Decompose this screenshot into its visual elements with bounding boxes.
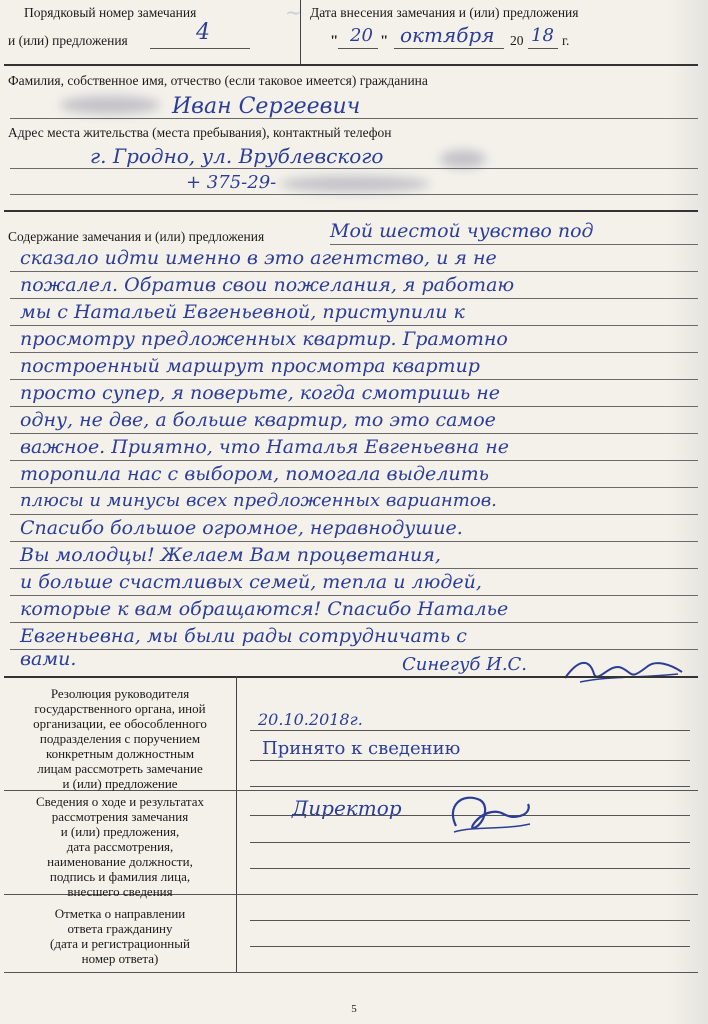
name-label: Фамилия, собственное имя, отчество (если таковое имеется) гражданина — [8, 73, 428, 88]
content-line: просто супер, я поверьте, когда смотришь не — [20, 382, 500, 404]
review-line-3 — [250, 868, 690, 869]
content-line: Евгеньевна, мы были рады сотрудничать с — [20, 625, 467, 647]
content-rule — [10, 406, 698, 407]
response-line-1 — [250, 920, 690, 921]
citizen-signature-name: Синегуб И.С. — [402, 654, 528, 675]
table-column-divider — [236, 676, 237, 972]
content-rule — [10, 325, 698, 326]
date-year-unit: г. — [562, 33, 570, 48]
page-bleed-shadow — [668, 0, 708, 1024]
content-line: пожалел. Обратив свои пожелания, я работаю — [20, 274, 515, 296]
date-year-prefix: 20 — [510, 33, 524, 48]
content-rule — [10, 433, 698, 434]
number-label-line2: и (или) предложения — [8, 33, 128, 48]
content-line: мы с Натальей Евгеньевной, приступили к — [20, 301, 465, 323]
director-signature-icon — [444, 786, 534, 842]
content-line: одну, не две, а больше квартир, то это самое — [20, 409, 496, 431]
content-line: важное. Приятно, что Наталья Евгеньевна не — [20, 436, 510, 458]
content-rule — [10, 568, 698, 569]
header-divider — [300, 0, 301, 64]
content-rule — [10, 460, 698, 461]
bleed-through-mark: ~ — [285, 0, 302, 24]
date-year-suffix: 18 — [531, 25, 554, 46]
content-top-border — [4, 210, 698, 212]
review-line-2 — [250, 842, 690, 843]
name-value: Иван Сергеевич — [172, 94, 361, 119]
redacted-surname — [60, 96, 160, 114]
content-line: которые к вам обращаются! Спасибо Наталье — [20, 598, 509, 620]
content-rule — [330, 244, 698, 245]
date-label: Дата внесения замечания и (или) предложения — [310, 5, 579, 20]
address-value: г. Гродно, ул. Врублевского — [90, 144, 384, 168]
content-rule — [10, 649, 698, 650]
content-rule — [10, 298, 698, 299]
content-label: Содержание замечания и (или) предложения — [8, 229, 265, 244]
content-line: просмотру предложенных квартир. Грамотно — [20, 328, 508, 350]
redacted-house-number — [440, 150, 486, 168]
resolution-text: Принято к сведению — [262, 738, 461, 759]
phone-value: + 375-29- — [186, 172, 277, 193]
page-number: 5 — [351, 1003, 357, 1015]
content-line: торопила нас с выбором, помогала выделить — [20, 463, 489, 485]
content-rule — [10, 379, 698, 380]
number-value: 4 — [196, 20, 210, 45]
resolution-line-1 — [250, 730, 690, 731]
content-rule — [10, 622, 698, 623]
content-rule — [10, 595, 698, 596]
review-text: Директор — [292, 796, 402, 820]
content-rule — [10, 541, 698, 542]
content-line: Мой шестой чувство под — [330, 220, 594, 242]
month-underline — [394, 48, 504, 49]
content-rule — [10, 271, 698, 272]
header-bottom-border — [4, 64, 698, 66]
redacted-phone-digits — [280, 176, 430, 192]
date-month: октября — [400, 23, 495, 47]
number-label-line1: Порядковый номер замечания — [24, 5, 197, 20]
content-rule — [10, 487, 698, 488]
date-quote-close: " — [380, 33, 389, 49]
address-line-2 — [10, 194, 698, 195]
date-day: 20 — [350, 25, 373, 46]
resolution-date: 20.10.2018г. — [258, 710, 363, 729]
day-underline — [338, 48, 378, 49]
resolution-label: Резолюция руководителя государственного органа, иной организации, ее обособленного подразделения с поручением конкретным должностным лицам рассмотреть замечание и (или) предложение — [33, 686, 207, 791]
resolution-line-2 — [250, 760, 690, 761]
content-line: вами. — [20, 648, 77, 670]
review-label: Сведения о ходе и результатах рассмотрения замечания и (или) предложения, дата рассмотрения, наименование должности, подпись и фамилия лица, внесшего сведения — [35, 794, 205, 899]
address-line-1 — [10, 168, 698, 169]
content-line: Спасибо большое огромное, неравнодушие. — [20, 517, 463, 539]
content-rule — [10, 352, 698, 353]
content-line: плюсы и минусы всех предложенных вариантов. — [20, 490, 497, 511]
date-quote-open: " — [330, 33, 339, 49]
content-line: и больше счастливых семей, тепла и людей, — [20, 571, 482, 593]
citizen-signature-icon — [560, 652, 690, 688]
table-top-border — [4, 676, 698, 678]
content-rule — [10, 514, 698, 515]
content-line: Вы молодцы! Желаем Вам процветания, — [20, 544, 441, 566]
content-line: построенный маршрут просмотра квартир — [20, 355, 480, 377]
response-label: Отметка о направлении ответа гражданину (дата и регистрационный номер ответа) — [50, 906, 190, 966]
response-line-2 — [250, 946, 690, 947]
number-underline — [150, 48, 250, 49]
table-bottom-border — [4, 972, 698, 973]
address-label: Адрес места жительства (места пребывания), контактный телефон — [8, 125, 392, 140]
content-line: сказало идти именно в это агентство, и я не — [20, 247, 497, 269]
year-underline — [528, 48, 558, 49]
